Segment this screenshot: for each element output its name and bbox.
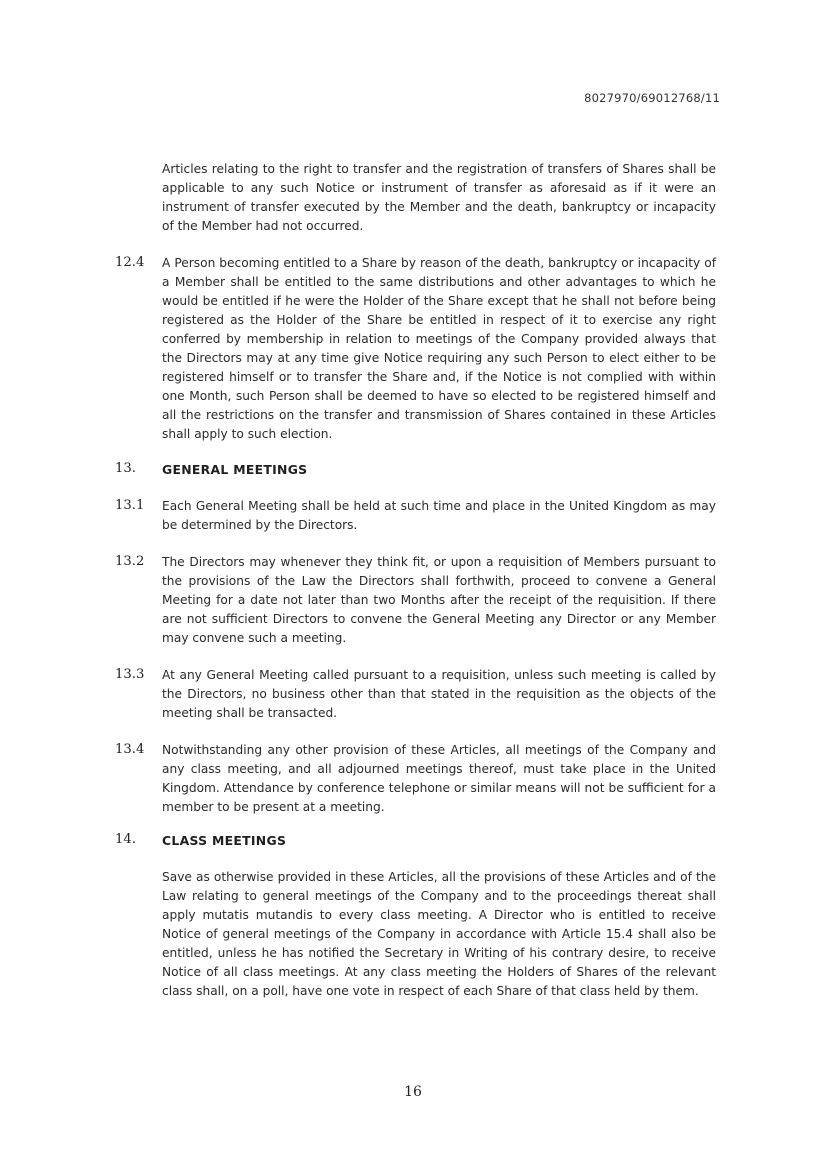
continuation-paragraph: Articles relating to the right to transfer and the registration of transfers of Shares shall be applicable to any such Notice or instrument of transfer as aforesaid as if it were an instrument of transfer executed by the Member and the death, bankruptcy or incapacity of the Member had not occurred. bbox=[162, 162, 716, 233]
clause-number-13-4: 13.4 bbox=[115, 742, 145, 757]
section-number-13: 13. bbox=[115, 461, 136, 476]
clause-13-4-text: Notwithstanding any other provision of these Articles, all meetings of the Company and any class meeting, and all adjourned meetings thereof, must take place in the United Kingdom. Attendance by conference telephone or similar means will not be sufficient for a member to be present at a meeting. bbox=[162, 743, 716, 814]
section-heading-general-meetings: GENERAL MEETINGS bbox=[162, 462, 308, 477]
clause-13-3-text: At any General Meeting called pursuant to a requisition, unless such meeting is called by the Directors, no business other than that stated in the requisition as the objects of the meeting shall be transacted. bbox=[162, 668, 716, 720]
clause-13-1-text: Each General Meeting shall be held at such time and place in the United Kingdom as may be determined by the Directors. bbox=[162, 499, 716, 532]
clause-14-text: Save as otherwise provided in these Articles, all the provisions of these Articles and of the Law relating to general meetings of the Company and to the proceedings thereat shall apply mutatis mutandis to every class meeting. A Director who is entitled to receive Notice of general meetings of the Company in accordance with Article 15.4 shall also be entitled, unless he has notified the Secretary in Writing of his contrary desire, to receive Notice of all class meetings. At any class meeting the Holders of Shares of the relevant class shall, on a poll, have one vote in respect of each Share of that class held by them. bbox=[162, 870, 716, 998]
clause-number-13-2: 13.2 bbox=[115, 554, 145, 569]
clause-number-13-1: 13.1 bbox=[115, 498, 145, 513]
section-number-14: 14. bbox=[115, 832, 136, 847]
clause-13-2-text: The Directors may whenever they think fit, or upon a requisition of Members pursuant to the provisions of the Law the Directors shall forthwith, proceed to convene a General Meeting for a date not later than two Months after the receipt of the requisition. If there are not sufficient Directors to convene the General Meeting any Director or any Member may convene such a meeting. bbox=[162, 555, 716, 645]
clause-12-4-text: A Person becoming entitled to a Share by reason of the death, bankruptcy or incapacity of a Member shall be entitled to the same distributions and other advantages to which he would be entitled if he were the Holder of the Share except that he shall not before being registered as the Holder of the Share be entitled in respect of it to exercise any right conferred by membership in relation to meetings of the Company provided always that the Directors may at any time give Notice requiring any such Person to elect either to be registered himself or to transfer the Share and, if the Notice is not complied with within one Month, such Person shall be deemed to have so elected to be registered himself and all the restrictions on the transfer and transmission of Shares contained in these Articles shall apply to such election. bbox=[162, 256, 716, 441]
section-heading-class-meetings: CLASS MEETINGS bbox=[162, 833, 287, 848]
clause-number-13-3: 13.3 bbox=[115, 667, 145, 682]
document-reference: 8027970/69012768/11 bbox=[584, 91, 720, 105]
page-number: 16 bbox=[404, 1084, 422, 1100]
clause-number-12-4: 12.4 bbox=[115, 255, 145, 270]
